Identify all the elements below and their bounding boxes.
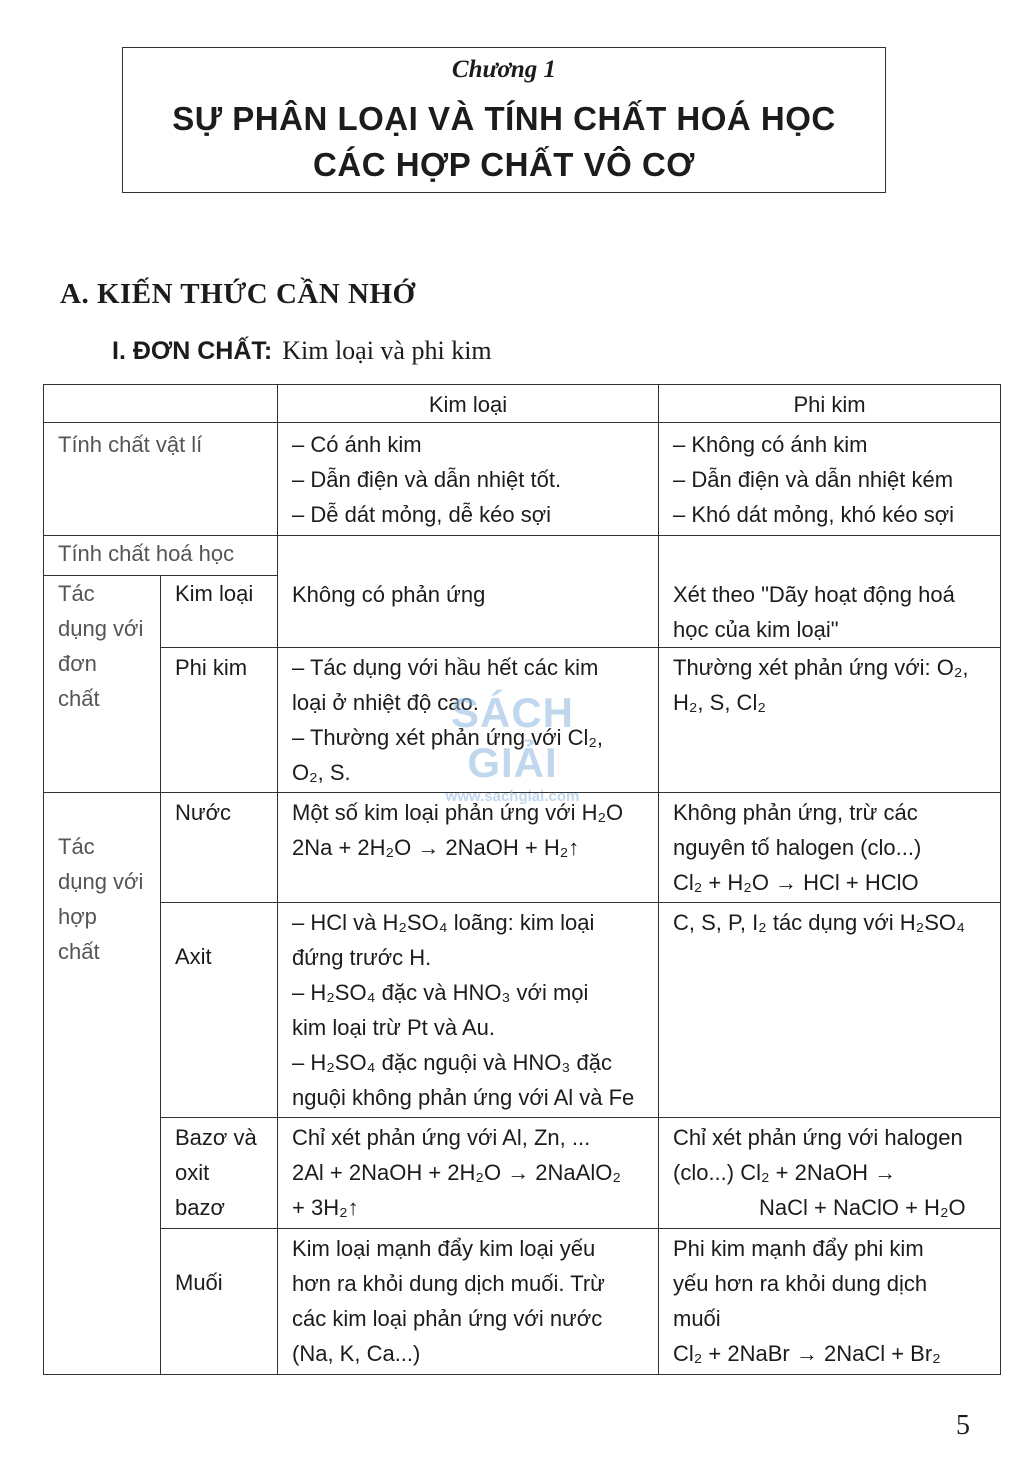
kimloai-nonmetal-line: học của kim loại" (673, 617, 839, 642)
watermark-logo: SÁCH GIẢI (450, 689, 574, 786)
group-simple-line: Tác (58, 581, 95, 606)
physical-metal-line: – Có ánh kim (292, 432, 422, 457)
page-number: 5 (956, 1410, 970, 1441)
group-compound-line: hợp (58, 904, 97, 929)
muoi-metal-line: hơn ra khỏi dung dịch muối. Trừ (292, 1271, 605, 1296)
phikim-metal-line: loại ở nhiệt độ cao. (292, 690, 479, 715)
phikim-nonmetal (659, 648, 1001, 793)
chapter-title-line1: SỰ PHÂN LOẠI VÀ TÍNH CHẤT HOÁ HỌC (172, 100, 836, 137)
table-corner-cell (44, 385, 278, 423)
muoi-nonmetal-line: muối (673, 1306, 721, 1331)
bazo-metal-line: 2Al + 2NaOH + 2H₂O → 2NaAlO₂ (292, 1160, 621, 1185)
physical-nonmetal-line: – Không có ánh kim (673, 432, 868, 457)
muoi-metal-line: (Na, K, Ca...) (292, 1341, 421, 1366)
bazo-metal (278, 1118, 659, 1229)
axit-metal-line: đứng trước H. (292, 945, 432, 970)
phikim-nonmetal-line: H₂, S, Cl₂ (673, 690, 766, 715)
axit-metal (278, 903, 659, 1118)
axit-metal-line: nguội không phản ứng với Al và Fe (292, 1085, 635, 1110)
axit-metal-line: kim loại trừ Pt và Au. (292, 1015, 496, 1040)
physical-nonmetal (659, 423, 1001, 536)
muoi-nonmetal-line: yếu hơn ra khỏi dung dịch (673, 1271, 928, 1296)
muoi-nonmetal-line: Phi kim mạnh đẩy phi kim (673, 1236, 924, 1261)
kimloai-metal-line: Không có phản ứng (292, 582, 486, 607)
group-compound-line: chất (58, 939, 100, 964)
subsection-number: I. ĐƠN CHẤT: (112, 337, 273, 365)
bazo-nonmetal-line: Chỉ xét phản ứng với halogen (673, 1125, 963, 1150)
group-simple-line: dụng với (58, 616, 144, 641)
phikim-metal-line: O₂, S. (292, 760, 351, 785)
row-label-bazo (161, 1118, 278, 1229)
muoi-nonmetal-line: Cl₂ + 2NaBr → 2NaCl + Br₂ (673, 1341, 941, 1366)
header-metal: Kim loại (278, 385, 659, 423)
physical-metal-line: – Dẫn điện và dẫn nhiệt tốt. (292, 467, 562, 492)
chemical-label: Tính chất hoá học (44, 536, 278, 576)
nuoc-nonmetal-line: Cl₂ + H₂O → HCl + HClO (673, 870, 919, 895)
physical-nonmetal-line: – Dẫn điện và dẫn nhiệt kém (673, 467, 954, 492)
axit-metal-line: – HCl và H₂SO₄ loãng: kim loại (292, 910, 595, 935)
physical-metal-line: – Dễ dát mỏng, dễ kéo sợi (292, 502, 552, 527)
bazo-metal-line: Chỉ xét phản ứng với Al, Zn, ... (292, 1125, 591, 1150)
row-label-phikim: Phi kim (161, 648, 278, 793)
nuoc-metal-line: 2Na + 2H₂O → 2NaOH + H₂↑ (292, 835, 580, 860)
physical-metal (278, 423, 659, 536)
kimloai-nonmetal (659, 536, 1001, 648)
nuoc-nonmetal-line: nguyên tố halogen (clo...) (673, 835, 922, 860)
axit-nonmetal-line: C, S, P, I₂ tác dụng với H₂SO₄ (673, 910, 965, 935)
group-compound-line: Tác (58, 834, 95, 859)
nuoc-nonmetal-line: Không phản ứng, trừ các (673, 800, 918, 825)
chapter-label: Chương 1 (451, 56, 557, 83)
row-label-muoi: Muối (161, 1229, 278, 1375)
group-simple-line: chất (58, 686, 100, 711)
bazo-label-line: bazơ (175, 1195, 225, 1220)
bazo-label-line: oxit (175, 1160, 210, 1185)
section-title: A. KIẾN THỨC CẦN NHỚ (60, 278, 416, 310)
subsection-heading (112, 336, 492, 366)
nuoc-metal-line: Một số kim loại phản ứng với H₂O (292, 800, 624, 825)
bazo-nonmetal-line: (clo...) Cl₂ + 2NaOH → (673, 1160, 897, 1185)
bazo-metal-line: + 3H₂↑ (292, 1195, 359, 1220)
chapter-title-line2: CÁC HỢP CHẤT VÔ CƠ (313, 146, 695, 183)
kimloai-metal (278, 536, 659, 648)
bazo-nonmetal-line: NaCl + NaClO + H₂O (759, 1195, 966, 1220)
phikim-metal-line: – Thường xét phản ứng với Cl₂, (292, 725, 604, 750)
phikim-nonmetal-line: Thường xét phản ứng với: O₂, (673, 655, 969, 680)
muoi-nonmetal (659, 1229, 1001, 1375)
nuoc-nonmetal (659, 793, 1001, 903)
group-simple-line: đơn (58, 651, 97, 676)
group-simple-label (44, 576, 161, 793)
muoi-metal-line: các kim loại phản ứng với nước (292, 1306, 603, 1331)
physical-nonmetal-line: – Khó dát mỏng, khó kéo sợi (673, 502, 955, 527)
axit-nonmetal (659, 903, 1001, 1118)
axit-metal-line: – H₂SO₄ đặc nguội và HNO₃ đặc (292, 1050, 612, 1075)
muoi-metal (278, 1229, 659, 1375)
axit-metal-line: – H₂SO₄ đặc và HNO₃ với mọi (292, 980, 589, 1005)
chapter-box (122, 47, 886, 193)
muoi-metal-line: Kim loại mạnh đẩy kim loại yếu (292, 1236, 596, 1261)
group-compound-line: dụng với (58, 869, 144, 894)
physical-label: Tính chất vật lí (44, 423, 278, 536)
row-label-nuoc: Nước (161, 793, 278, 903)
nuoc-metal (278, 793, 659, 903)
subsection-text: Kim loại và phi kim (282, 336, 492, 365)
row-label-axit: Axit (161, 903, 278, 1118)
header-nonmetal: Phi kim (659, 385, 1001, 423)
watermark (400, 688, 625, 805)
row-label-kimloai: Kim loại (161, 576, 278, 648)
phikim-metal-line: – Tác dụng với hầu hết các kim (292, 655, 599, 680)
watermark-url: www.sachgiai.com (445, 788, 580, 805)
kimloai-nonmetal-line: Xét theo "Dãy hoạt động hoá (673, 582, 955, 607)
group-compound-label (44, 793, 161, 1375)
bazo-nonmetal (659, 1118, 1001, 1229)
properties-table (43, 384, 1001, 1375)
bazo-label-line: Bazơ và (175, 1125, 257, 1150)
